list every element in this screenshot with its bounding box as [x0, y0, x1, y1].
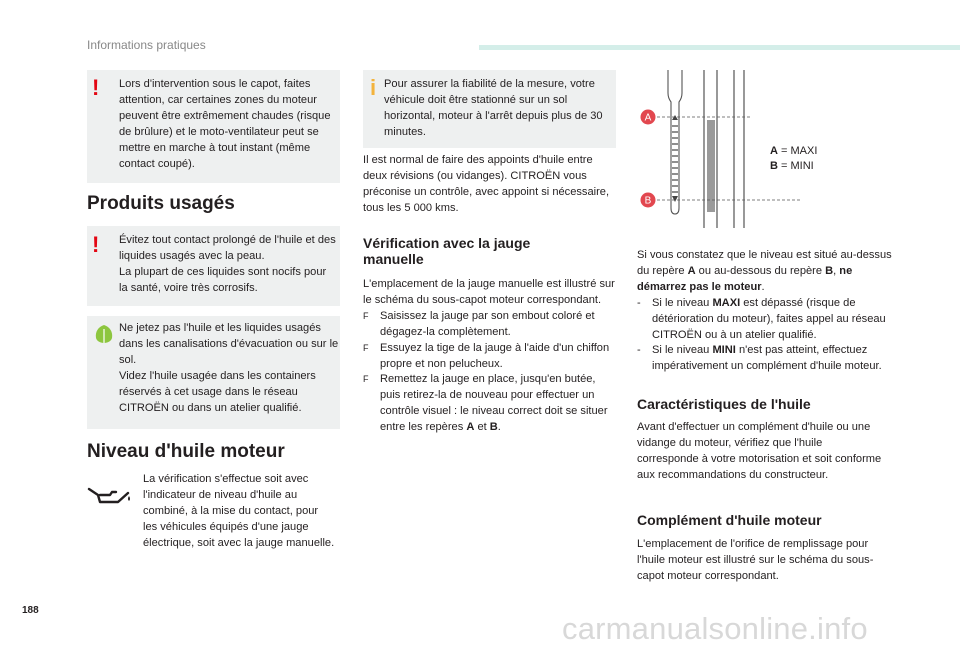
bullet-marker: F — [363, 310, 369, 321]
warning-box-engine — [87, 70, 340, 183]
eco-box — [87, 316, 340, 429]
dipstick-steps — [363, 309, 615, 436]
info-text: Pour assurer la fiabilité de la mesure, votre véhicule doit être stationné sur un sol horizontal, moteur à l'arrêt depuis plus de 30 minutes. — [384, 78, 603, 138]
bullet-marker: F — [363, 342, 369, 353]
oil-can-icon — [86, 484, 132, 510]
level-cases — [637, 296, 892, 376]
step-text: Saisissez la jauge par son embout coloré et dégagez-la complètement. — [380, 309, 595, 338]
legend-maxi: A = MAXI — [770, 145, 818, 157]
warning-box-used — [87, 226, 340, 306]
list-item — [363, 372, 615, 436]
watermark: carmanualsonline.info — [562, 611, 868, 646]
heading-used-products: Produits usagés — [87, 193, 235, 214]
eco-line: Videz l'huile usagée dans les containers réservés à cet usage dans le réseau CITROËN ou dans un atelier qualifié. — [119, 369, 316, 414]
oil-topup-text: L'emplacement de l'orifice de remplissage pour l'huile moteur est illustré sur le schéma du sous-capot moteur correspondant. — [637, 538, 874, 582]
warning-icon: ! — [92, 75, 100, 100]
info-icon: i — [370, 75, 377, 100]
heading-manual-dipstick: Vérification avec la jauge manuelle — [363, 235, 531, 267]
header-accent-bar — [479, 45, 960, 50]
heading-oil-topup: Complément d'huile moteur — [637, 512, 822, 528]
dipstick-intro: L'emplacement de la jauge manuelle est illustré sur le schéma du sous-capot moteur correspondant. — [363, 278, 615, 306]
list-item — [363, 341, 615, 373]
normal-topup-text: Il est normal de faire des appoints d'huile entre deux révisions (ou vidanges). CITROËN vous préconise un contrôle, avec appoint si nécessaire, tous les 5 000 kms. — [363, 154, 610, 214]
diagram-legend — [770, 144, 817, 174]
recycle-leaf-icon — [93, 323, 115, 345]
oil-level-text: La vérification s'effectue soit avec l'indicateur de niveau d'huile au combiné, à la mise du contact, pour les véhicules équipés d'une jauge électrique, soit avec la jauge manuelle. — [143, 473, 335, 549]
marker-b-label: B — [644, 195, 652, 207]
bullet-marker: F — [363, 374, 369, 385]
step-text: Remettez la jauge en place, jusqu'en butée, puis retirez-la de nouveau pour effectuer un contrôle visuel : le niveau correct doit se situer entre les repères A et B. — [380, 373, 608, 434]
level-warning: Si vous constatez que le niveau est situé au-dessus du repère A ou au-dessous du repère B, ne démarrez pas le moteur. — [637, 249, 892, 293]
dipstick-instructions — [363, 277, 615, 436]
eco-line: Ne jetez pas l'huile et les liquides usagés dans les canalisations d'évacuation ou sur le sol. — [119, 322, 339, 366]
step-text: Essuyez la tige de la jauge à l'aide d'un chiffon propre et non pelucheux. — [380, 341, 610, 370]
warning-line: Évitez tout contact prolongé de l'huile et des liquides usagés avec la peau. — [119, 234, 336, 262]
list-item — [363, 309, 615, 341]
level-check-text — [637, 248, 892, 375]
legend-mini: B = MINI — [770, 160, 814, 172]
warning-icon: ! — [92, 232, 100, 257]
oil-characteristics-text: Avant d'effectuer un complément d'huile ou une vidange du moteur, vérifiez que l'huile corresponde à votre motorisation et soit conforme aux recommandations du constructeur. — [637, 421, 882, 481]
marker-a-label: A — [644, 112, 652, 124]
dash-marker: - — [637, 344, 641, 357]
page-number: 188 — [22, 605, 39, 616]
list-item: - Si le niveau MINI n'est pas atteint, effectuez impérativement un complément d'huile moteur. — [637, 344, 882, 373]
list-item: - Si le niveau MAXI est dépassé (risque de détérioration du moteur), faites appel au réseau CITROËN ou à un atelier qualifié. — [637, 296, 886, 341]
warning-line: La plupart de ces liquides sont nocifs pour la santé, voire très corrosifs. — [119, 265, 327, 294]
warning-text — [119, 233, 337, 297]
info-box — [363, 70, 616, 148]
eco-text — [119, 321, 339, 416]
dash-marker: - — [637, 296, 641, 309]
warning-text: Lors d'intervention sous le capot, faites attention, car certaines zones du moteur peuvent être extrêmement chaudes (risque de brûlure) et le moto-ventilateur peut se mettre en marche à tout instant (même contact coupé). — [119, 78, 331, 170]
section-title: Informations pratiques — [87, 38, 206, 52]
heading-oil-characteristics: Caractéristiques de l'huile — [637, 396, 811, 412]
heading-oil-level: Niveau d'huile moteur — [87, 441, 285, 462]
